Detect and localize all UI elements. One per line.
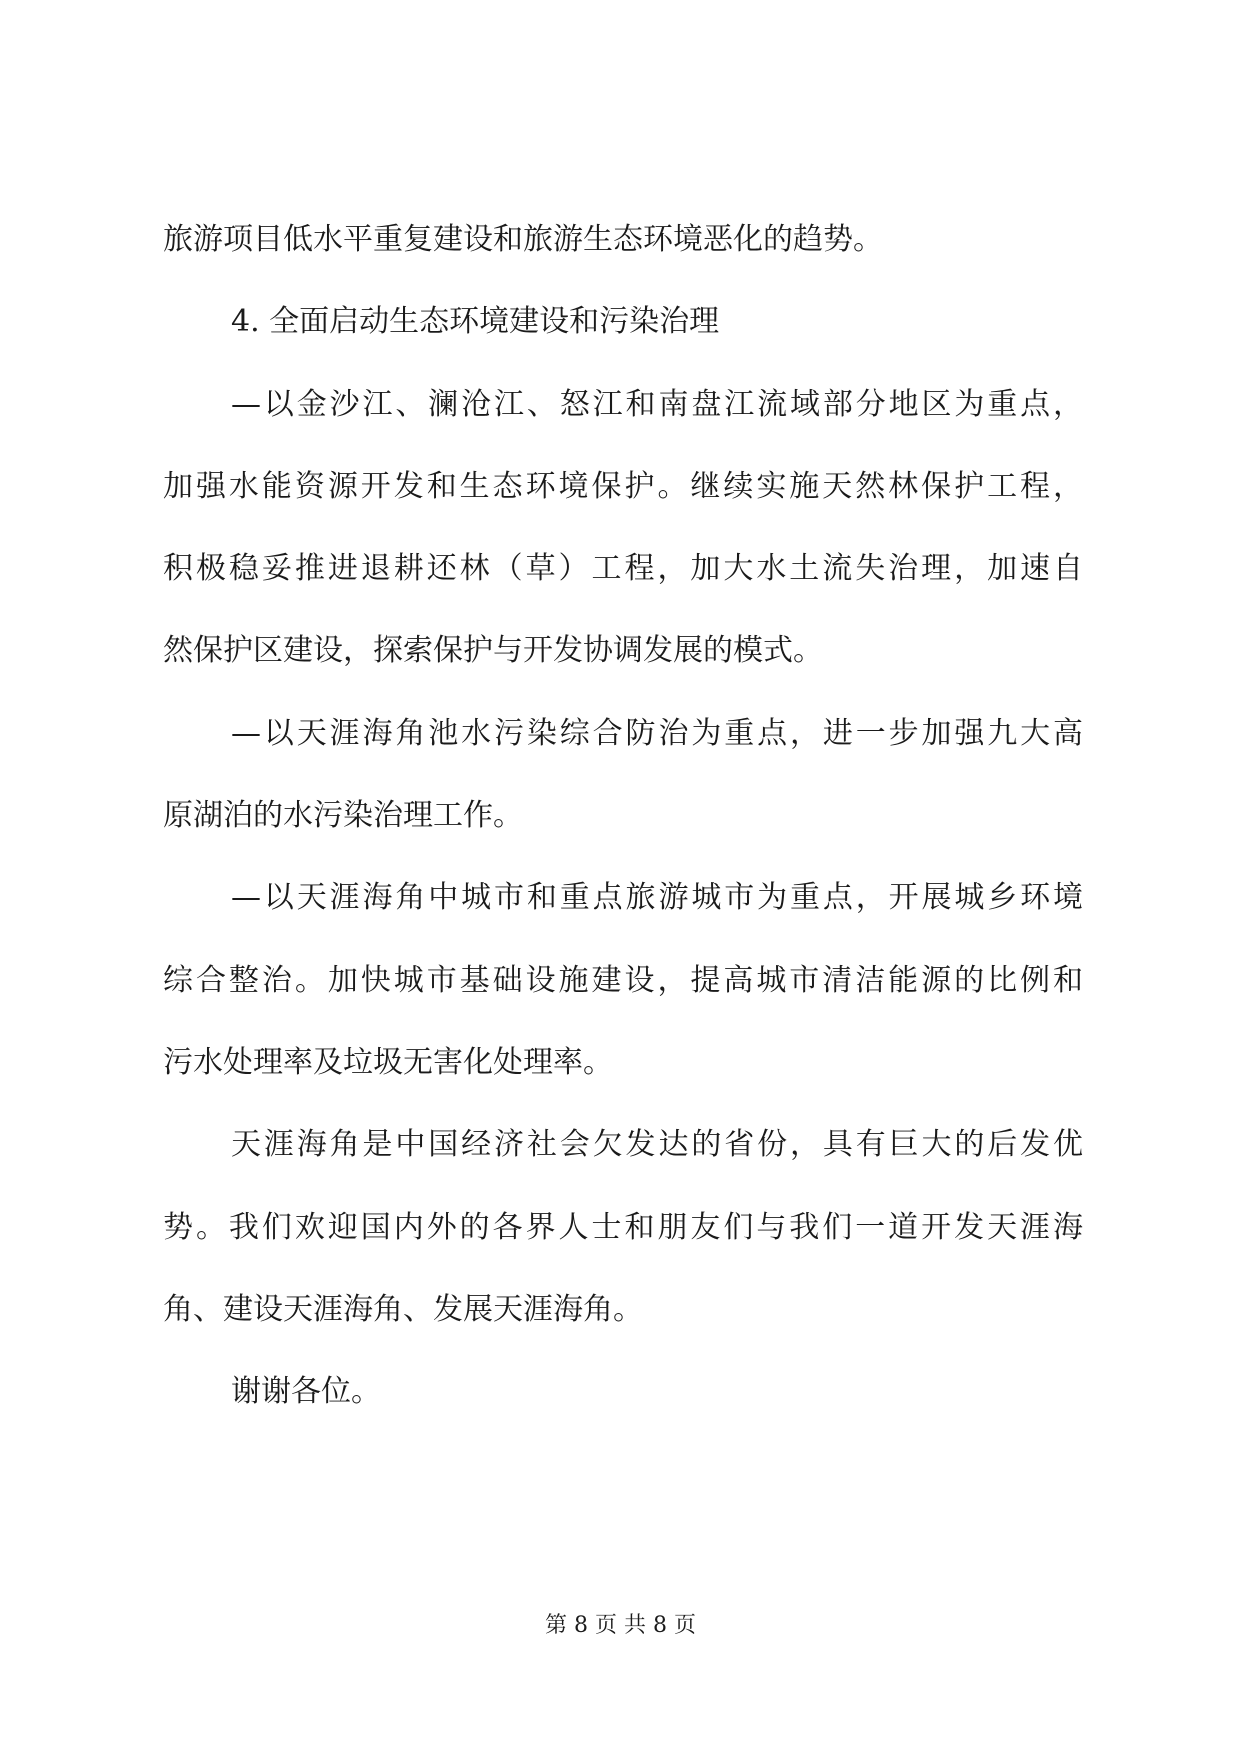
paragraph-line: —以天涯海角池水污染综合防治为重点，进一步加强九大高 (231, 715, 1083, 751)
section-heading: 4. 全面启动生态环境建设和污染治理 (231, 304, 720, 340)
paragraph-line: —以天涯海角中城市和重点旅游城市为重点，开展城乡环境 (231, 880, 1083, 916)
paragraph-line: 原湖泊的水污染治理工作。 (163, 798, 523, 834)
paragraph-line: 角、建设天涯海角、发展天涯海角。 (163, 1291, 643, 1327)
paragraph-line: 势。我们欢迎国内外的各界人士和朋友们与我们一道开发天涯海 (163, 1209, 1083, 1245)
paragraph-line: 旅游项目低水平重复建设和旅游生态环境恶化的趋势。 (163, 222, 883, 257)
paragraph-line: —以金沙江、澜沧江、怒江和南盘江流域部分地区为重点， (231, 386, 1083, 422)
closing-line: 谢谢各位。 (231, 1374, 381, 1410)
document-body (163, 222, 1083, 1459)
paragraph-line: 天涯海角是中国经济社会欠发达的省份，具有巨大的后发优 (231, 1127, 1083, 1163)
paragraph-line: 加强水能资源开发和生态环境保护。继续实施天然林保护工程， (163, 468, 1083, 504)
paragraph-line: 综合整治。加快城市基础设施建设，提高城市清洁能源的比例和 (163, 962, 1083, 998)
paragraph-line: 污水处理率及垃圾无害化处理率。 (163, 1044, 613, 1080)
paragraph-line: 积极稳妥推进退耕还林（草）工程，加大水土流失治理，加速自 (163, 551, 1083, 587)
page-number-footer: 第 8 页 共 8 页 (545, 1613, 696, 1638)
paragraph-line: 然保护区建设，探索保护与开发协调发展的模式。 (163, 633, 823, 669)
